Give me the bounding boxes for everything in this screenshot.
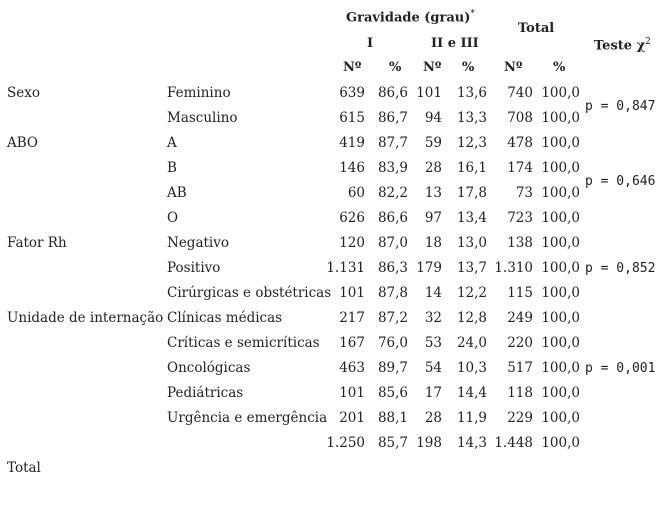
header-pct-grau-i: % [389, 60, 402, 75]
cell-p2: 12,8 [456, 310, 487, 326]
header-gravidade [346, 9, 475, 25]
cell-nt: 1.310 [494, 260, 533, 276]
cell-pt: 100,0 [541, 360, 580, 376]
cell-n1: 201 [339, 410, 365, 426]
cell-n2: 28 [424, 410, 442, 426]
cell-n2: 97 [424, 210, 442, 226]
cell-pt: 100,0 [541, 85, 580, 101]
cell-n1: 1.250 [326, 435, 365, 451]
cell-n1: 101 [339, 285, 365, 301]
cell-p1: 87,7 [377, 135, 408, 151]
cell-nt: 708 [507, 110, 533, 126]
cell-n2: 101 [416, 85, 442, 101]
row-category-label: Cirúrgicas e obstétricas [167, 285, 332, 301]
cell-n2: 32 [424, 310, 442, 326]
cell-p2: 24,0 [456, 335, 487, 351]
cell-n2: 94 [424, 110, 442, 126]
cell-pt: 100,0 [541, 135, 580, 151]
cell-n2: 198 [416, 435, 442, 451]
cell-n1: 615 [339, 110, 365, 126]
p-value: p = 0,001 [585, 361, 656, 376]
cell-nt: 740 [507, 85, 533, 101]
cell-n1: 101 [339, 385, 365, 401]
cell-n2: 13 [424, 185, 442, 201]
cell-p2: 12,3 [456, 135, 487, 151]
cell-p2: 13,0 [456, 235, 487, 251]
cell-p1: 83,9 [377, 160, 408, 176]
row-category-label: Feminino [167, 85, 231, 101]
cell-pt: 100,0 [541, 235, 580, 251]
p-value: p = 0,646 [585, 173, 656, 189]
row-category-label: Positivo [167, 260, 221, 276]
row-category-label: O [167, 210, 179, 226]
cell-p2: 13,6 [456, 85, 487, 101]
cell-pt: 100,0 [541, 310, 580, 326]
cell-nt: 478 [507, 135, 533, 151]
cell-n2: 28 [424, 160, 442, 176]
cell-n2: 179 [416, 260, 442, 276]
cell-nt: 517 [507, 360, 533, 376]
row-category-label: Negativo [167, 235, 229, 251]
cell-n2: 17 [424, 385, 442, 401]
header-teste-sup: 2 [645, 37, 651, 47]
cell-p1: 76,0 [377, 335, 408, 351]
cell-p2: 12,2 [456, 285, 487, 301]
header-n-grau-ii: Nº [423, 60, 442, 75]
cell-p2: 13,3 [456, 110, 487, 126]
header-teste-text: Teste χ [594, 38, 646, 54]
header-gravidade-text: Gravidade (grau) [346, 10, 471, 26]
cell-p1: 86,6 [377, 85, 408, 101]
cell-p2: 17,8 [456, 185, 487, 201]
cell-n2: 18 [424, 235, 442, 251]
cell-pt: 100,0 [541, 110, 580, 126]
cell-n2: 54 [424, 360, 442, 376]
cell-n1: 167 [339, 335, 365, 351]
cell-pt: 100,0 [541, 410, 580, 426]
cell-pt: 100,0 [541, 335, 580, 351]
cell-p2: 14,4 [456, 385, 487, 401]
cell-p1: 89,7 [377, 360, 408, 376]
group-label: Sexo [7, 85, 40, 101]
cell-nt: 138 [507, 235, 533, 251]
cell-pt: 100,0 [541, 260, 580, 276]
cell-n1: 120 [339, 235, 365, 251]
cell-pt: 100,0 [541, 160, 580, 176]
cell-p1: 87,2 [377, 310, 408, 326]
cell-p2: 11,9 [456, 410, 487, 426]
cell-n1: 626 [339, 210, 365, 226]
cell-n2: 14 [424, 285, 442, 301]
cell-p2: 16,1 [456, 160, 487, 176]
cell-n2: 53 [424, 335, 442, 351]
cell-p1: 86,3 [377, 260, 408, 276]
header-total: Total [518, 21, 555, 36]
header-pct-total: % [553, 60, 566, 75]
cell-nt: 118 [507, 385, 533, 401]
cell-n1: 463 [339, 360, 365, 376]
cell-nt: 249 [507, 310, 533, 326]
cell-nt: 73 [515, 185, 533, 201]
cell-nt: 220 [507, 335, 533, 351]
row-category-label: AB [167, 185, 187, 201]
cell-nt: 115 [507, 285, 533, 301]
row-category-label: Masculino [167, 110, 238, 126]
cell-p1: 82,2 [377, 185, 408, 201]
cell-pt: 100,0 [541, 285, 580, 301]
cell-pt: 100,0 [541, 385, 580, 401]
cell-nt: 229 [507, 410, 533, 426]
row-category-label: Pediátricas [167, 385, 244, 401]
cell-p2: 10,3 [456, 360, 487, 376]
row-category-label: Clínicas médicas [167, 310, 283, 326]
group-label: Total [7, 460, 41, 476]
cell-p1: 88,1 [377, 410, 408, 426]
cell-p2: 14,3 [456, 435, 487, 451]
row-category-label: B [167, 160, 177, 176]
cell-p1: 85,6 [377, 385, 408, 401]
p-value: p = 0,852 [585, 261, 656, 276]
row-category-label: Críticas e semicríticas [167, 335, 320, 351]
cell-pt: 100,0 [541, 435, 580, 451]
header-grau-i: I [367, 36, 374, 51]
header-pct-grau-ii: % [462, 60, 475, 75]
cell-p1: 87,0 [377, 235, 408, 251]
cell-nt: 1.448 [494, 435, 533, 451]
cell-nt: 174 [507, 160, 533, 176]
cell-nt: 723 [507, 210, 533, 226]
cell-n1: 146 [339, 160, 365, 176]
cell-pt: 100,0 [541, 210, 580, 226]
header-n-total: Nº [504, 60, 523, 75]
group-label: Unidade de internação [7, 310, 164, 326]
group-label: Fator Rh [7, 235, 67, 251]
header-n-grau-i: Nº [343, 60, 362, 75]
cell-n1: 217 [339, 310, 365, 326]
cell-n1: 1.131 [326, 260, 365, 276]
cell-p1: 86,6 [377, 210, 408, 226]
cell-n1: 60 [347, 185, 365, 201]
cell-p1: 86,7 [377, 110, 408, 126]
cell-p1: 85,7 [377, 435, 408, 451]
header-grau-ii-iii: II e III [431, 36, 479, 51]
header-gravidade-mark: * [470, 9, 475, 19]
cell-p2: 13,7 [456, 260, 487, 276]
header-teste [594, 37, 651, 53]
cell-p1: 87,8 [377, 285, 408, 301]
group-label: ABO [7, 135, 38, 151]
row-category-label: A [167, 135, 177, 151]
cell-n1: 639 [339, 85, 365, 101]
cell-n1: 419 [339, 135, 365, 151]
cell-p2: 13,4 [456, 210, 487, 226]
row-category-label: Oncológicas [167, 360, 251, 376]
row-category-label: Urgência e emergência [167, 410, 328, 426]
p-value: p = 0,847 [585, 98, 656, 114]
cell-n2: 59 [424, 135, 442, 151]
cell-pt: 100,0 [541, 185, 580, 201]
